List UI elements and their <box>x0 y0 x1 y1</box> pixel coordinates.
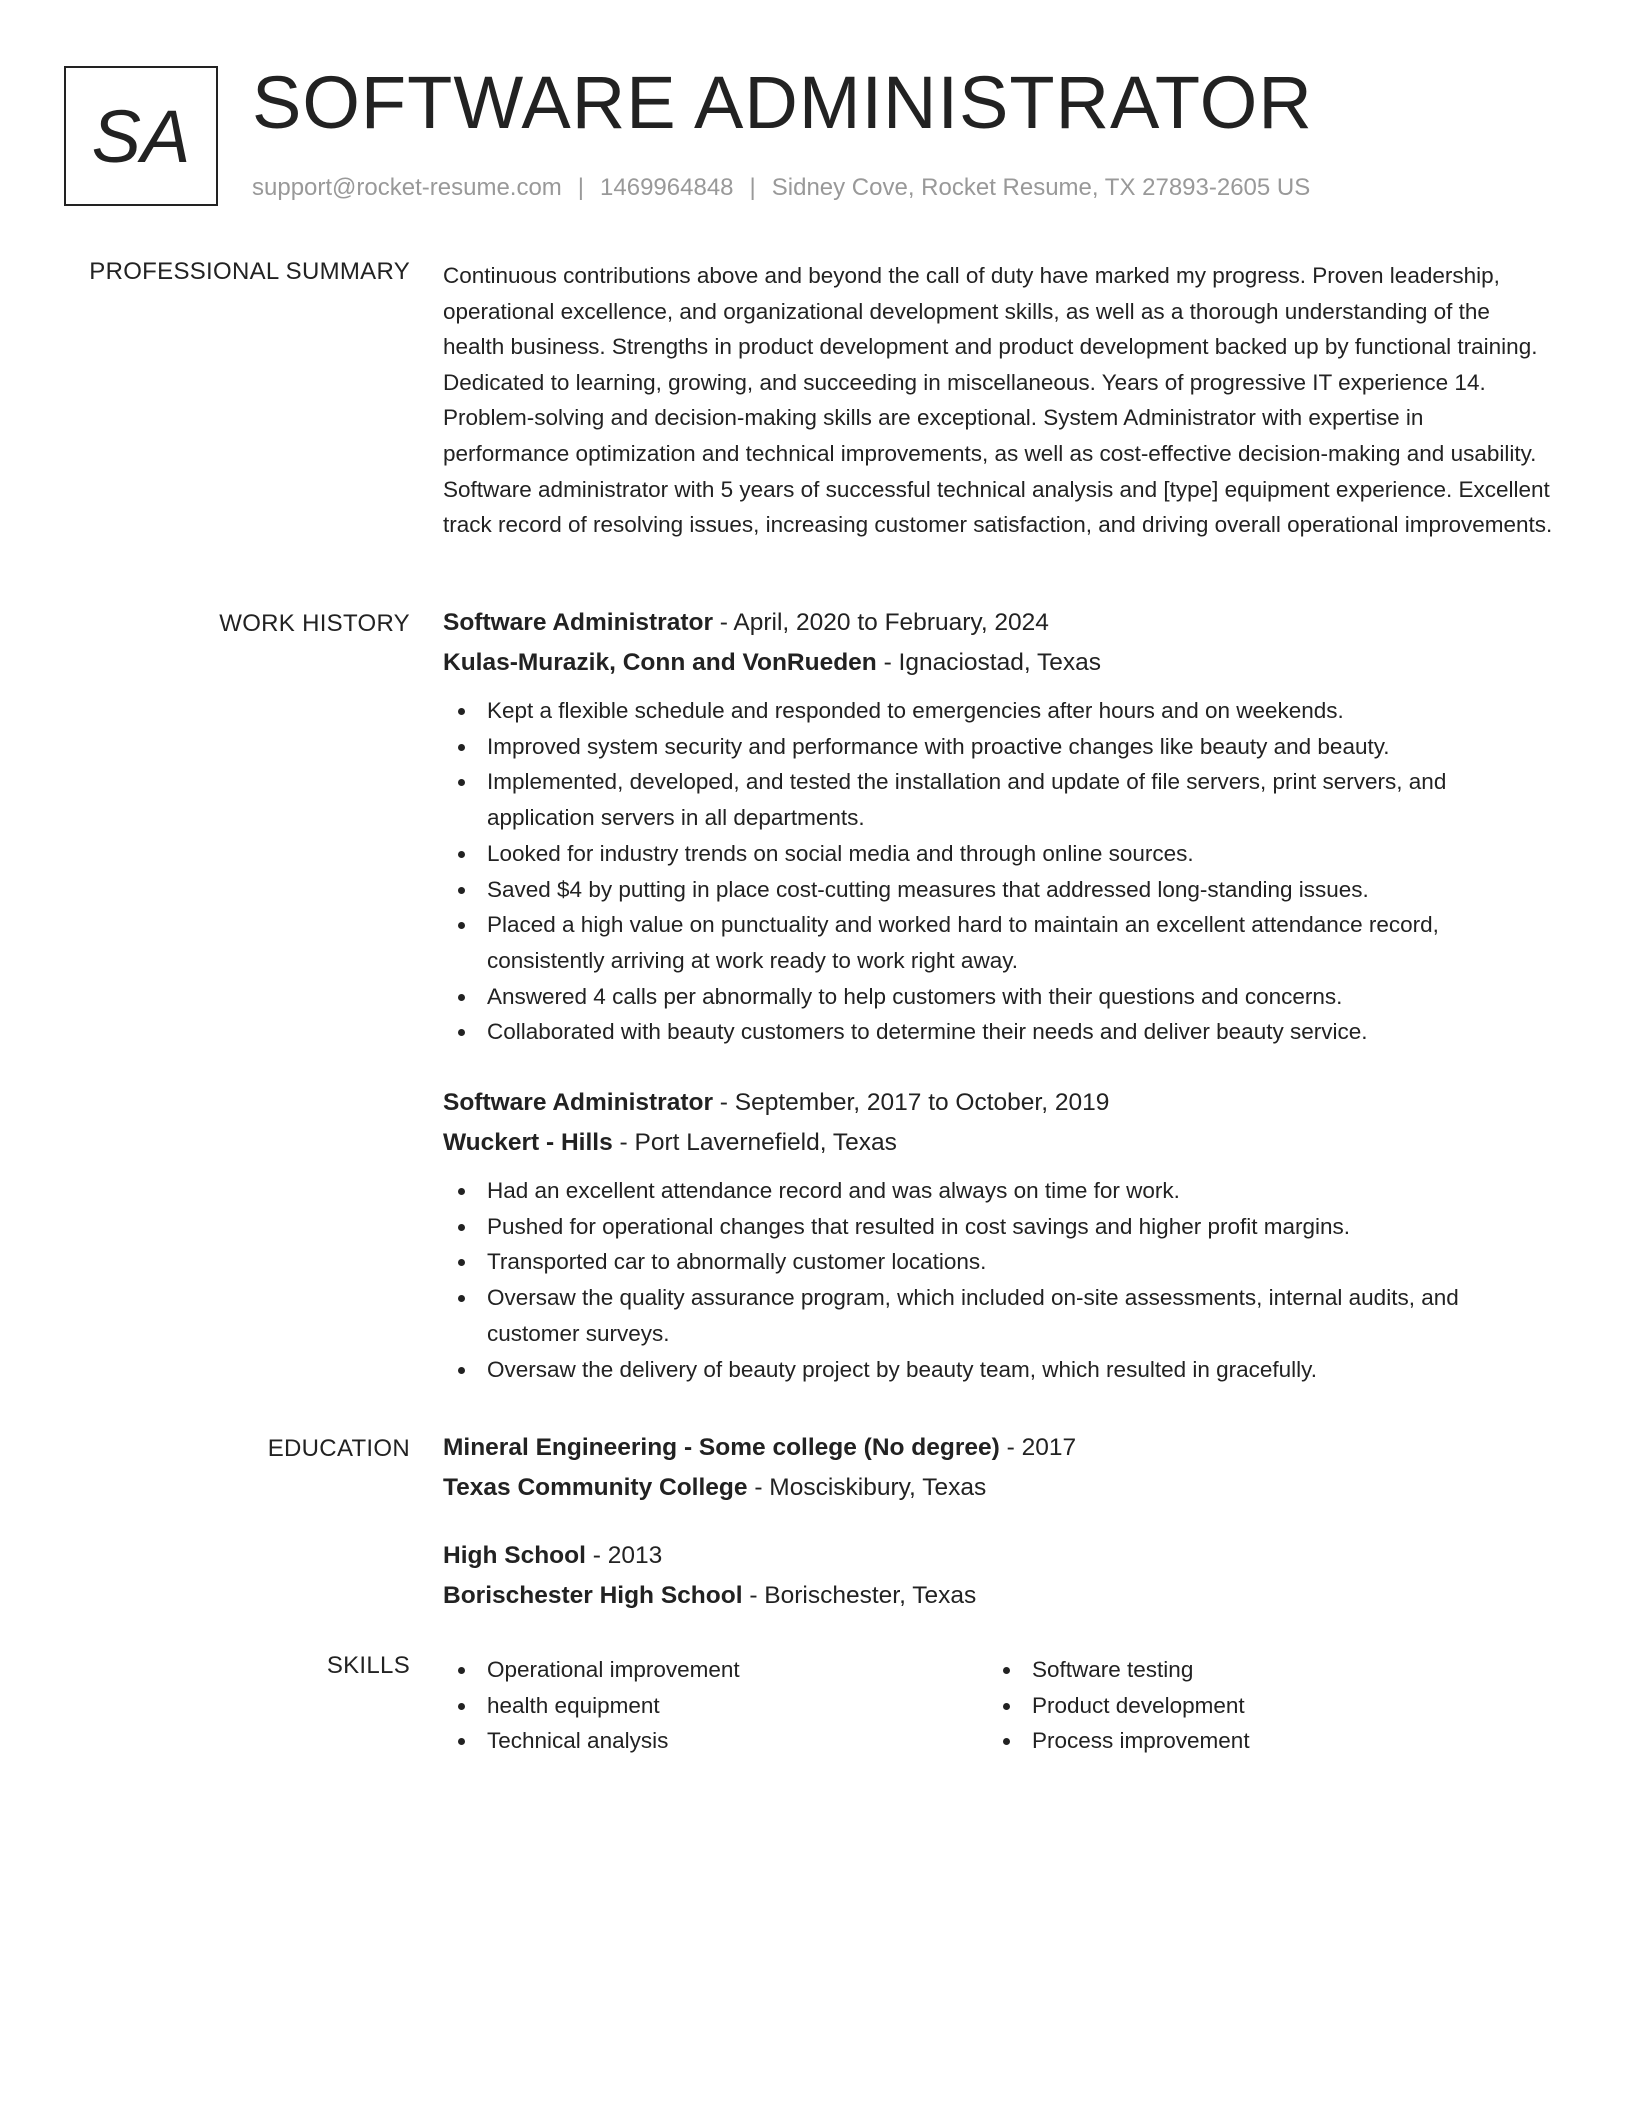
contact-line <box>252 174 1310 202</box>
education-school: Borischester High School <box>443 1582 743 1609</box>
job-company: Kulas-Murazik, Conn and VonRueden <box>443 649 877 676</box>
skill-item: Technical analysis <box>443 1723 988 1759</box>
job-bullet: Kept a flexible schedule and responded to emergencies after hours and on weekends. <box>443 693 1555 729</box>
section-title-summary: PROFESSIONAL SUMMARY <box>89 258 410 285</box>
contact-separator: | <box>577 174 585 201</box>
job-bullets <box>443 693 1555 1050</box>
contact-separator: | <box>749 174 756 201</box>
skill-item: Process improvement <box>988 1723 1533 1759</box>
monogram-logo: SA <box>64 66 218 206</box>
job-company-line <box>443 643 1555 683</box>
job-title-line <box>443 603 1555 643</box>
job-bullet: Looked for industry trends on social media and through online sources. <box>443 836 1555 872</box>
job-bullet: Oversaw the quality assurance program, which included on-site assessments, internal audits, and customer surveys. <box>443 1280 1555 1351</box>
job-location: - Port Lavernefield, Texas <box>612 1129 897 1157</box>
job-bullet: Collaborated with beauty customers to determine their needs and deliver beauty service. <box>443 1014 1555 1050</box>
job-role: Software Administrator <box>443 609 713 636</box>
contact-address: Sidney Cove, Rocket Resume, TX 27893-2605 US <box>771 174 1311 201</box>
job-bullet: Placed a high value on punctuality and worked hard to maintain an excellent attendance record, consistently arriving at work ready to work right away. <box>443 907 1555 978</box>
job-bullets <box>443 1173 1555 1387</box>
education-school-line <box>443 1576 1555 1616</box>
skill-item: Software testing <box>988 1652 1533 1688</box>
resume-header <box>64 61 1584 211</box>
job-bullet: Saved $4 by putting in place cost-cutting measures that addressed long-standing issues. <box>443 872 1555 908</box>
section-title-education: EDUCATION <box>267 1435 410 1462</box>
education-year: - 2017 <box>999 1434 1077 1461</box>
education-location: - Mosciskibury, Texas <box>747 1474 987 1501</box>
education-degree-line <box>443 1536 1555 1576</box>
section-title-skills: SKILLS <box>326 1652 410 1679</box>
skills-columns <box>443 1652 1555 1759</box>
job-company-line <box>443 1123 1555 1163</box>
job-bullet: Improved system security and performance with proactive changes like beauty and beauty. <box>443 729 1555 765</box>
job-company: Wuckert - Hills <box>443 1129 613 1157</box>
education-school-line <box>443 1468 1555 1508</box>
job-location: - Ignaciostad, Texas <box>876 649 1102 676</box>
education-location: - Borischester, Texas <box>742 1582 977 1609</box>
skill-item: Operational improvement <box>443 1652 988 1688</box>
job-bullet: Implemented, developed, and tested the installation and update of file servers, print servers, and application servers in all departments. <box>443 764 1555 835</box>
job-title-line <box>443 1083 1555 1123</box>
education-entry <box>443 1428 1555 1508</box>
job-entry <box>443 603 1555 1050</box>
skill-item: health equipment <box>443 1688 988 1724</box>
candidate-name: SOFTWARE ADMINISTRATOR <box>252 61 1313 144</box>
section-title-work: WORK HISTORY <box>219 610 410 637</box>
skills-column-2 <box>988 1652 1533 1759</box>
contact-email: support@rocket-resume.com <box>252 174 562 201</box>
job-entry <box>443 1083 1555 1387</box>
education-degree-line <box>443 1428 1555 1468</box>
job-bullet: Oversaw the delivery of beauty project by beauty team, which resulted in gracefully. <box>443 1352 1555 1388</box>
education-degree: Mineral Engineering - Some college (No degree) <box>443 1434 1000 1461</box>
skills-column-1 <box>443 1652 988 1759</box>
job-bullet: Had an excellent attendance record and was always on time for work. <box>443 1173 1555 1209</box>
skill-item: Product development <box>988 1688 1533 1724</box>
contact-phone: 1469964848 <box>600 174 734 201</box>
job-dates: - April, 2020 to February, 2024 <box>713 609 1049 636</box>
education-year: - 2013 <box>585 1542 663 1569</box>
education-school: Texas Community College <box>443 1474 748 1501</box>
summary-text: Continuous contributions above and beyond the call of duty have marked my progress. Proven leadership, operational excellence, and organizational development skills, as well as a thorough understanding of the health business. Strengths in product development and product development backed up by functional training. Dedicated to learning, growing, and succeeding in miscellaneous. Years of progressive IT experience 14. Problem-solving and decision-making skills are exceptional. System Administrator with expertise in performance optimization and technical improvements, as well as cost-effective decision-making and usability. Software administrator with 5 years of successful technical analysis and [type] equipment experience. Excellent track record of resolving issues, increasing customer satisfaction, and driving overall operational improvements. <box>443 263 1553 538</box>
job-bullet: Transported car to abnormally customer locations. <box>443 1244 1555 1280</box>
job-dates: - September, 2017 to October, 2019 <box>713 1089 1110 1117</box>
job-bullet: Pushed for operational changes that resulted in cost savings and higher profit margins. <box>443 1209 1555 1245</box>
education-degree: High School <box>443 1542 586 1569</box>
job-role: Software Administrator <box>443 1089 713 1117</box>
job-bullet: Answered 4 calls per abnormally to help customers with their questions and concerns. <box>443 979 1555 1015</box>
education-entry <box>443 1536 1555 1616</box>
